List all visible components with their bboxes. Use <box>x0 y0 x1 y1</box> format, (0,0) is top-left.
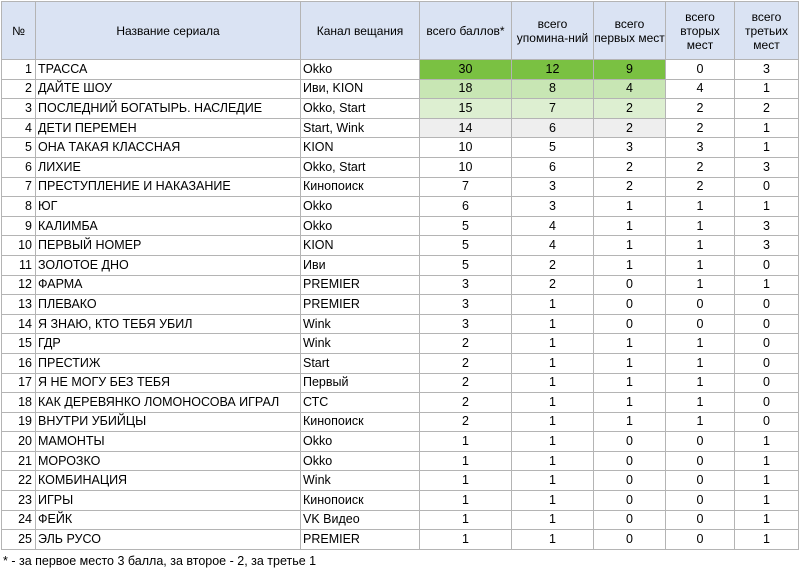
table-row <box>2 216 799 236</box>
third-places-cell: 1 <box>735 491 799 511</box>
first-places-cell: 1 <box>594 334 666 354</box>
series-name-cell: МОРОЗКО <box>36 451 301 471</box>
second-places-cell: 0 <box>666 314 735 334</box>
row-number-cell: 19 <box>2 412 36 432</box>
first-places-cell: 2 <box>594 177 666 197</box>
first-places-cell: 3 <box>594 138 666 158</box>
channel-cell: Okko <box>301 216 420 236</box>
total-points-cell: 10 <box>420 138 512 158</box>
channel-cell: Первый <box>301 373 420 393</box>
second-places-cell: 1 <box>666 197 735 217</box>
row-number-cell: 4 <box>2 118 36 138</box>
series-name-cell: ЗОЛОТОЕ ДНО <box>36 255 301 275</box>
total-points-cell: 10 <box>420 157 512 177</box>
second-places-cell: 2 <box>666 157 735 177</box>
row-number-cell: 11 <box>2 255 36 275</box>
third-places-cell: 3 <box>735 60 799 80</box>
row-number-cell: 14 <box>2 314 36 334</box>
channel-cell: Wink <box>301 314 420 334</box>
channel-cell: Okko <box>301 197 420 217</box>
total-points-cell: 14 <box>420 118 512 138</box>
channel-cell: KION <box>301 138 420 158</box>
first-places-cell: 0 <box>594 275 666 295</box>
third-places-cell: 0 <box>735 334 799 354</box>
header-total-mentions: всего упомина-ний <box>512 2 594 60</box>
second-places-cell: 1 <box>666 334 735 354</box>
table-row <box>2 157 799 177</box>
table-row <box>2 451 799 471</box>
total-points-cell: 3 <box>420 295 512 315</box>
row-number-cell: 24 <box>2 510 36 530</box>
header-total-points: всего баллов* <box>420 2 512 60</box>
header-second-places: всего вторых мест <box>666 2 735 60</box>
third-places-cell: 0 <box>735 353 799 373</box>
series-name-cell: ПРЕСТИЖ <box>36 353 301 373</box>
second-places-cell: 2 <box>666 118 735 138</box>
row-number-cell: 5 <box>2 138 36 158</box>
row-number-cell: 6 <box>2 157 36 177</box>
first-places-cell: 1 <box>594 255 666 275</box>
third-places-cell: 1 <box>735 451 799 471</box>
first-places-cell: 1 <box>594 373 666 393</box>
series-name-cell: ЭЛЬ РУСО <box>36 530 301 550</box>
channel-cell: PREMIER <box>301 295 420 315</box>
total-mentions-cell: 6 <box>512 157 594 177</box>
first-places-cell: 1 <box>594 412 666 432</box>
channel-cell: VK Видео <box>301 510 420 530</box>
third-places-cell: 1 <box>735 138 799 158</box>
first-places-cell: 9 <box>594 60 666 80</box>
second-places-cell: 0 <box>666 471 735 491</box>
total-points-cell: 5 <box>420 255 512 275</box>
series-name-cell: ДАЙТЕ ШОУ <box>36 79 301 99</box>
total-points-cell: 18 <box>420 79 512 99</box>
third-places-cell: 0 <box>735 373 799 393</box>
total-mentions-cell: 3 <box>512 177 594 197</box>
header-row <box>2 2 799 60</box>
total-points-cell: 1 <box>420 510 512 530</box>
row-number-cell: 8 <box>2 197 36 217</box>
series-name-cell: ОНА ТАКАЯ КЛАССНАЯ <box>36 138 301 158</box>
channel-cell: Okko <box>301 432 420 452</box>
first-places-cell: 2 <box>594 157 666 177</box>
first-places-cell: 2 <box>594 99 666 119</box>
series-name-cell: КАК ДЕРЕВЯНКО ЛОМОНОСОВА ИГРАЛ <box>36 393 301 413</box>
table-row <box>2 236 799 256</box>
third-places-cell: 1 <box>735 79 799 99</box>
row-number-cell: 23 <box>2 491 36 511</box>
second-places-cell: 1 <box>666 412 735 432</box>
first-places-cell: 0 <box>594 451 666 471</box>
first-places-cell: 1 <box>594 216 666 236</box>
total-mentions-cell: 1 <box>512 451 594 471</box>
channel-cell: KION <box>301 236 420 256</box>
first-places-cell: 1 <box>594 353 666 373</box>
second-places-cell: 1 <box>666 353 735 373</box>
row-number-cell: 7 <box>2 177 36 197</box>
channel-cell: Иви, KION <box>301 79 420 99</box>
third-places-cell: 0 <box>735 255 799 275</box>
third-places-cell: 2 <box>735 99 799 119</box>
series-name-cell: ПРЕСТУПЛЕНИЕ И НАКАЗАНИЕ <box>36 177 301 197</box>
first-places-cell: 1 <box>594 236 666 256</box>
table-row <box>2 373 799 393</box>
table-row <box>2 471 799 491</box>
third-places-cell: 1 <box>735 118 799 138</box>
total-points-cell: 6 <box>420 197 512 217</box>
first-places-cell: 0 <box>594 491 666 511</box>
table-body <box>2 60 799 550</box>
total-mentions-cell: 1 <box>512 334 594 354</box>
total-mentions-cell: 1 <box>512 510 594 530</box>
channel-cell: СТС <box>301 393 420 413</box>
total-mentions-cell: 1 <box>512 491 594 511</box>
series-name-cell: ФЕЙК <box>36 510 301 530</box>
series-name-cell: Я ЗНАЮ, КТО ТЕБЯ УБИЛ <box>36 314 301 334</box>
series-name-cell: МАМОНТЫ <box>36 432 301 452</box>
total-points-cell: 3 <box>420 314 512 334</box>
first-places-cell: 0 <box>594 530 666 550</box>
total-mentions-cell: 6 <box>512 118 594 138</box>
second-places-cell: 0 <box>666 451 735 471</box>
row-number-cell: 13 <box>2 295 36 315</box>
table-row <box>2 138 799 158</box>
ratings-table <box>1 1 799 550</box>
total-points-cell: 2 <box>420 412 512 432</box>
second-places-cell: 0 <box>666 510 735 530</box>
total-points-cell: 15 <box>420 99 512 119</box>
row-number-cell: 9 <box>2 216 36 236</box>
table-row <box>2 334 799 354</box>
table-row <box>2 432 799 452</box>
third-places-cell: 0 <box>735 393 799 413</box>
second-places-cell: 2 <box>666 177 735 197</box>
second-places-cell: 1 <box>666 373 735 393</box>
header-third-places: всего третьих мест <box>735 2 799 60</box>
series-name-cell: ГДР <box>36 334 301 354</box>
total-points-cell: 1 <box>420 451 512 471</box>
channel-cell: Okko <box>301 60 420 80</box>
second-places-cell: 4 <box>666 79 735 99</box>
first-places-cell: 1 <box>594 197 666 217</box>
channel-cell: PREMIER <box>301 275 420 295</box>
total-mentions-cell: 12 <box>512 60 594 80</box>
second-places-cell: 0 <box>666 530 735 550</box>
header-series-name: Название сериала <box>36 2 301 60</box>
second-places-cell: 1 <box>666 393 735 413</box>
footnote: * - за первое место 3 балла, за второе - 2, за третье 1 <box>3 554 317 568</box>
row-number-cell: 17 <box>2 373 36 393</box>
table-row <box>2 255 799 275</box>
row-number-cell: 21 <box>2 451 36 471</box>
second-places-cell: 0 <box>666 491 735 511</box>
total-mentions-cell: 1 <box>512 393 594 413</box>
series-name-cell: Я НЕ МОГУ БЕЗ ТЕБЯ <box>36 373 301 393</box>
channel-cell: Кинопоиск <box>301 412 420 432</box>
total-mentions-cell: 1 <box>512 314 594 334</box>
table-row <box>2 79 799 99</box>
total-mentions-cell: 2 <box>512 255 594 275</box>
total-mentions-cell: 1 <box>512 471 594 491</box>
total-points-cell: 1 <box>420 471 512 491</box>
total-mentions-cell: 4 <box>512 236 594 256</box>
series-name-cell: КАЛИМБА <box>36 216 301 236</box>
second-places-cell: 1 <box>666 275 735 295</box>
header-number: № <box>2 2 36 60</box>
channel-cell: Okko, Start <box>301 157 420 177</box>
total-points-cell: 1 <box>420 530 512 550</box>
series-name-cell: КОМБИНАЦИЯ <box>36 471 301 491</box>
row-number-cell: 3 <box>2 99 36 119</box>
total-points-cell: 30 <box>420 60 512 80</box>
third-places-cell: 3 <box>735 157 799 177</box>
third-places-cell: 0 <box>735 177 799 197</box>
channel-cell: Start <box>301 353 420 373</box>
second-places-cell: 1 <box>666 236 735 256</box>
total-mentions-cell: 1 <box>512 353 594 373</box>
table-row <box>2 530 799 550</box>
series-name-cell: ТРАССА <box>36 60 301 80</box>
total-mentions-cell: 1 <box>512 530 594 550</box>
total-mentions-cell: 4 <box>512 216 594 236</box>
total-points-cell: 2 <box>420 393 512 413</box>
third-places-cell: 1 <box>735 432 799 452</box>
table-row <box>2 314 799 334</box>
channel-cell: Okko <box>301 451 420 471</box>
second-places-cell: 2 <box>666 99 735 119</box>
row-number-cell: 25 <box>2 530 36 550</box>
total-mentions-cell: 1 <box>512 412 594 432</box>
total-points-cell: 7 <box>420 177 512 197</box>
table-row <box>2 393 799 413</box>
series-name-cell: ПЕРВЫЙ НОМЕР <box>36 236 301 256</box>
channel-cell: Wink <box>301 471 420 491</box>
table-row <box>2 412 799 432</box>
series-name-cell: ЮГ <box>36 197 301 217</box>
channel-cell: Wink <box>301 334 420 354</box>
series-name-cell: ЛИХИЕ <box>36 157 301 177</box>
first-places-cell: 1 <box>594 393 666 413</box>
total-points-cell: 2 <box>420 373 512 393</box>
total-mentions-cell: 3 <box>512 197 594 217</box>
table-row <box>2 295 799 315</box>
first-places-cell: 0 <box>594 471 666 491</box>
channel-cell: Кинопоиск <box>301 177 420 197</box>
table-row <box>2 353 799 373</box>
channel-cell: Иви <box>301 255 420 275</box>
series-name-cell: ДЕТИ ПЕРЕМЕН <box>36 118 301 138</box>
table-row <box>2 60 799 80</box>
third-places-cell: 1 <box>735 471 799 491</box>
third-places-cell: 1 <box>735 275 799 295</box>
row-number-cell: 12 <box>2 275 36 295</box>
channel-cell: Start, Wink <box>301 118 420 138</box>
series-name-cell: ФАРМА <box>36 275 301 295</box>
table-row <box>2 275 799 295</box>
row-number-cell: 10 <box>2 236 36 256</box>
second-places-cell: 0 <box>666 432 735 452</box>
total-mentions-cell: 1 <box>512 432 594 452</box>
first-places-cell: 0 <box>594 432 666 452</box>
total-points-cell: 2 <box>420 353 512 373</box>
channel-cell: Кинопоиск <box>301 491 420 511</box>
third-places-cell: 3 <box>735 216 799 236</box>
total-mentions-cell: 2 <box>512 275 594 295</box>
first-places-cell: 2 <box>594 118 666 138</box>
total-mentions-cell: 1 <box>512 373 594 393</box>
third-places-cell: 3 <box>735 236 799 256</box>
table-row <box>2 177 799 197</box>
total-points-cell: 2 <box>420 334 512 354</box>
header-first-places: всего первых мест <box>594 2 666 60</box>
total-mentions-cell: 8 <box>512 79 594 99</box>
header-channel: Канал вещания <box>301 2 420 60</box>
second-places-cell: 1 <box>666 255 735 275</box>
row-number-cell: 22 <box>2 471 36 491</box>
row-number-cell: 15 <box>2 334 36 354</box>
second-places-cell: 3 <box>666 138 735 158</box>
channel-cell: PREMIER <box>301 530 420 550</box>
table-row <box>2 197 799 217</box>
row-number-cell: 18 <box>2 393 36 413</box>
total-points-cell: 3 <box>420 275 512 295</box>
second-places-cell: 1 <box>666 216 735 236</box>
first-places-cell: 4 <box>594 79 666 99</box>
third-places-cell: 0 <box>735 314 799 334</box>
third-places-cell: 0 <box>735 412 799 432</box>
third-places-cell: 1 <box>735 197 799 217</box>
row-number-cell: 2 <box>2 79 36 99</box>
row-number-cell: 1 <box>2 60 36 80</box>
third-places-cell: 1 <box>735 530 799 550</box>
first-places-cell: 0 <box>594 510 666 530</box>
third-places-cell: 1 <box>735 510 799 530</box>
total-points-cell: 5 <box>420 236 512 256</box>
series-name-cell: ВНУТРИ УБИЙЦЫ <box>36 412 301 432</box>
row-number-cell: 16 <box>2 353 36 373</box>
table-row <box>2 99 799 119</box>
series-name-cell: ИГРЫ <box>36 491 301 511</box>
total-mentions-cell: 7 <box>512 99 594 119</box>
channel-cell: Okko, Start <box>301 99 420 119</box>
series-name-cell: ПЛЕВАКО <box>36 295 301 315</box>
first-places-cell: 0 <box>594 295 666 315</box>
table-row <box>2 491 799 511</box>
total-points-cell: 5 <box>420 216 512 236</box>
total-mentions-cell: 1 <box>512 295 594 315</box>
second-places-cell: 0 <box>666 295 735 315</box>
series-name-cell: ПОСЛЕДНИЙ БОГАТЫРЬ. НАСЛЕДИЕ <box>36 99 301 119</box>
table-row <box>2 510 799 530</box>
total-points-cell: 1 <box>420 432 512 452</box>
third-places-cell: 0 <box>735 295 799 315</box>
table-row <box>2 118 799 138</box>
second-places-cell: 0 <box>666 60 735 80</box>
total-points-cell: 1 <box>420 491 512 511</box>
row-number-cell: 20 <box>2 432 36 452</box>
total-mentions-cell: 5 <box>512 138 594 158</box>
first-places-cell: 0 <box>594 314 666 334</box>
